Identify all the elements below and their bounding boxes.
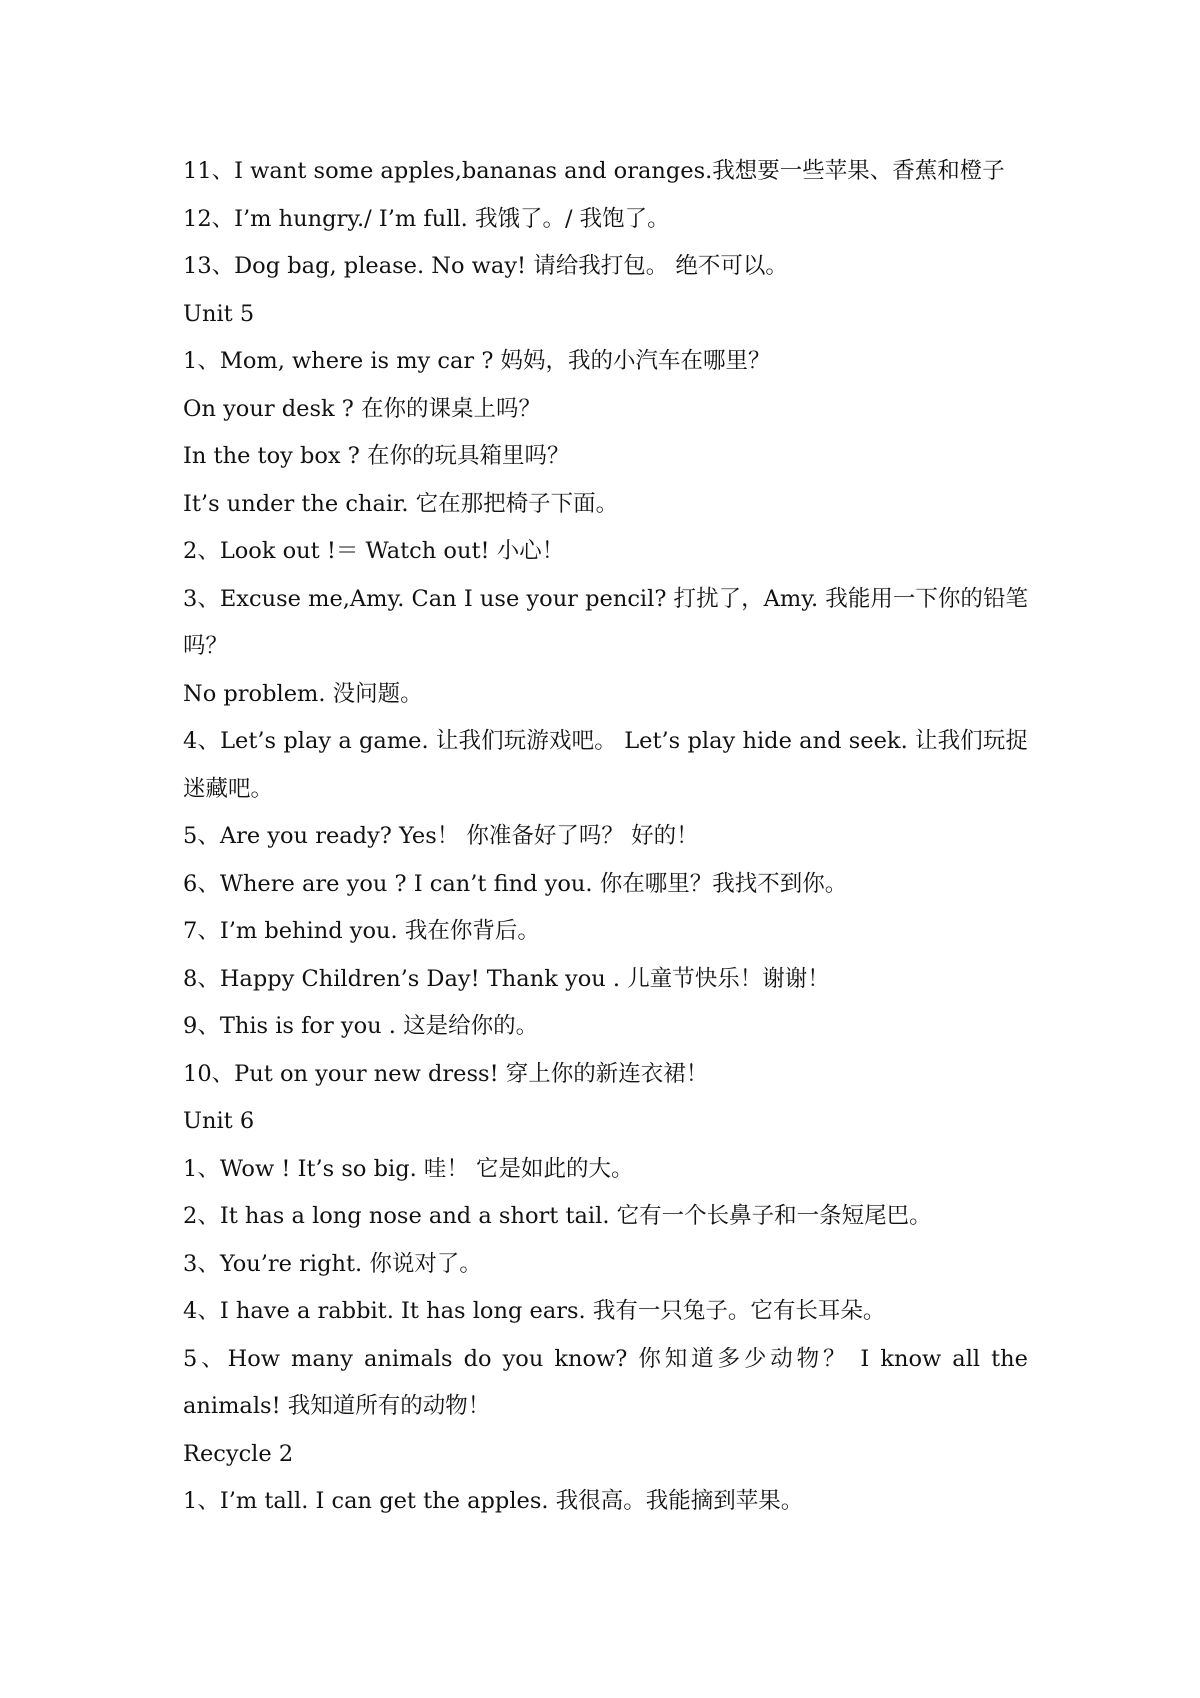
sentence-line: 1、Wow ! It’s so big. 哇！ 它是如此的大。 xyxy=(183,1155,634,1182)
sentence-line: 1、I’m tall. I can get the apples. 我很高。我能摘到苹果。 xyxy=(183,1488,804,1514)
sentence-line: 1、Mom, where is my car ? 妈妈，我的小汽车在哪里？ xyxy=(183,348,771,374)
sentence-line: 5、Are you ready? Yes！ 你准备好了吗？ 好的！ xyxy=(183,823,699,849)
document-body xyxy=(183,148,1028,1526)
sentence-line: 10、Put on your new dress! 穿上你的新连衣裙！ xyxy=(183,1060,709,1087)
sentence-line: 6、Where are you ? I can’t find you. 你在哪里？我找不到你。 xyxy=(183,870,848,897)
sentence-line: On your desk ? 在你的课桌上吗？ xyxy=(183,395,542,422)
sentence-line: 3、You’re right. 你说对了。 xyxy=(183,1250,482,1277)
sentence-line: 8、Happy Children’s Day! Thank you . 儿童节快乐！谢谢！ xyxy=(183,965,830,992)
sentence-line: 3、Excuse me,Amy. Can I use your pencil? 打扰了，Amy. 我能用一下你的铅笔吗？ xyxy=(183,585,1028,659)
sentence-line: No problem. 没问题。 xyxy=(183,680,423,707)
sentence-line: 11、I want some apples,bananas and oranges.我想要一些苹果、香蕉和橙子 xyxy=(183,158,1005,184)
sentence-line: 5、How many animals do you know? 你知道多少动物？ I know all the animals! 我知道所有的动物！ xyxy=(183,1345,1028,1419)
sentence-line: 13、Dog bag, please. No way! 请给我打包。 绝不可以。 xyxy=(183,253,788,279)
sentence-line: It’s under the chair. 它在那把椅子下面。 xyxy=(183,490,619,517)
sentence-line: 4、I have a rabbit. It has long ears. 我有一只兔子。它有长耳朵。 xyxy=(183,1298,886,1324)
unit-heading: Unit 5 xyxy=(183,300,255,327)
sentence-line: 2、It has a long nose and a short tail. 它有一个长鼻子和一条短尾巴。 xyxy=(183,1203,932,1229)
sentence-line: 12、I’m hungry./ I’m full. 我饿了。/ 我饱了。 xyxy=(183,205,670,232)
sentence-line: 4、Let’s play a game. 让我们玩游戏吧。 Let’s play hide and seek. 让我们玩捉迷藏吧。 xyxy=(183,728,1028,802)
unit-heading: Unit 6 xyxy=(183,1108,255,1134)
sentence-line: 2、Look out !＝ Watch out! 小心！ xyxy=(183,538,565,564)
sentence-line: 9、This is for you . 这是给你的。 xyxy=(183,1013,539,1039)
unit-heading: Recycle 2 xyxy=(183,1440,294,1467)
sentence-line: In the toy box ? 在你的玩具箱里吗？ xyxy=(183,443,570,469)
sentence-line: 7、I’m behind you. 我在你背后。 xyxy=(183,918,540,944)
